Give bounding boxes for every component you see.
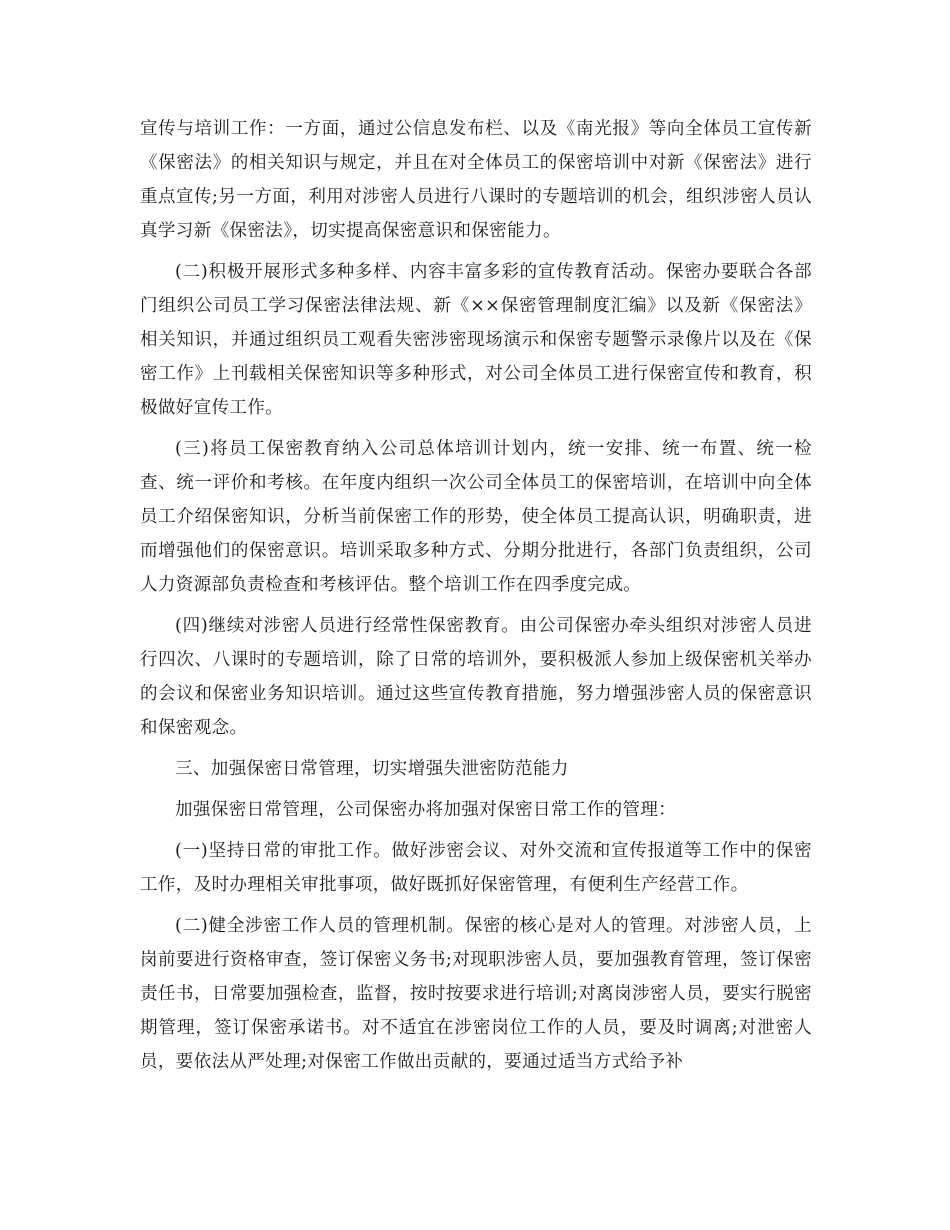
paragraph-4: (四)继续对涉密人员进行经常性保密教育。由公司保密办牵头组织对涉密人员进行四次、八课时的专题培训，除了日常的培训外，要积极派人参加上级保密机关举办的会议和保密业务知识培训。通过这些宣传教育措施，努力增强涉密人员的保密意识和保密观念。: [140, 616, 812, 738]
paragraph-7: (一)坚持日常的审批工作。做好涉密会议、对外交流和宣传报道等工作中的保密工作，及时办理相关审批事项，做好既抓好保密管理，有便利生产经营工作。: [140, 841, 812, 895]
paragraph-1: 宣传与培训工作：一方面，通过公信息发布栏、以及《南光报》等向全体员工宣传新《保密法》的相关知识与规定，并且在对全体员工的保密培训中对新《保密法》进行重点宣传;另一方面，利用对涉密人员进行八课时的专题培训的机会，组织涉密人员认真学习新《保密法》，切实提高保密意识和保密能力。: [140, 119, 812, 241]
paragraph-8: (二)健全涉密工作人员的管理机制。保密的核心是对人的管理。对涉密人员，上岗前要进行资格审查，签订保密义务书;对现职涉密人员，要加强教育管理，签订保密责任书，日常要加强检查，监督，按时按要求进行培训;对离岗涉密人员，要实行脱密期管理，签订保密承诺书。对不适宜在涉密岗位工作的人员，要及时调离;对泄密人员，要依法从严处理;对保密工作做出贡献的，要通过适当方式给予补: [140, 916, 812, 1072]
paragraph-2: (二)积极开展形式多种多样、内容丰富多彩的宣传教育活动。保密办要联合各部门组织公司员工学习保密法律法规、新《××保密管理制度汇编》以及新《保密法》相关知识，并通过组织员工观看失密涉密现场演示和保密专题警示录像片以及在《保密工作》上刊载相关保密知识等多种形式，对公司全体员工进行保密宣传和教育，积极做好宣传工作。: [140, 262, 812, 418]
section-heading: 三、加强保密日常管理，切实增强失泄密防范能力: [175, 759, 569, 779]
document-body: [140, 112, 812, 1086]
paragraph-3: (三)将员工保密教育纳入公司总体培训计划内，统一安排、统一布置、统一检查、统一评价和考核。在年度内组织一次公司全体员工的保密培训，在培训中向全体员工介绍保密知识，分析当前保密工作的形势，使全体员工提高认识，明确职责，进而增强他们的保密意识。培训采取多种方式、分期分批进行，各部门负责组织，公司人力资源部负责检查和考核评估。整个培训工作在四季度完成。: [140, 439, 812, 595]
paragraph-6: 加强保密日常管理，公司保密办将加强对保密日常工作的管理：: [175, 800, 677, 820]
